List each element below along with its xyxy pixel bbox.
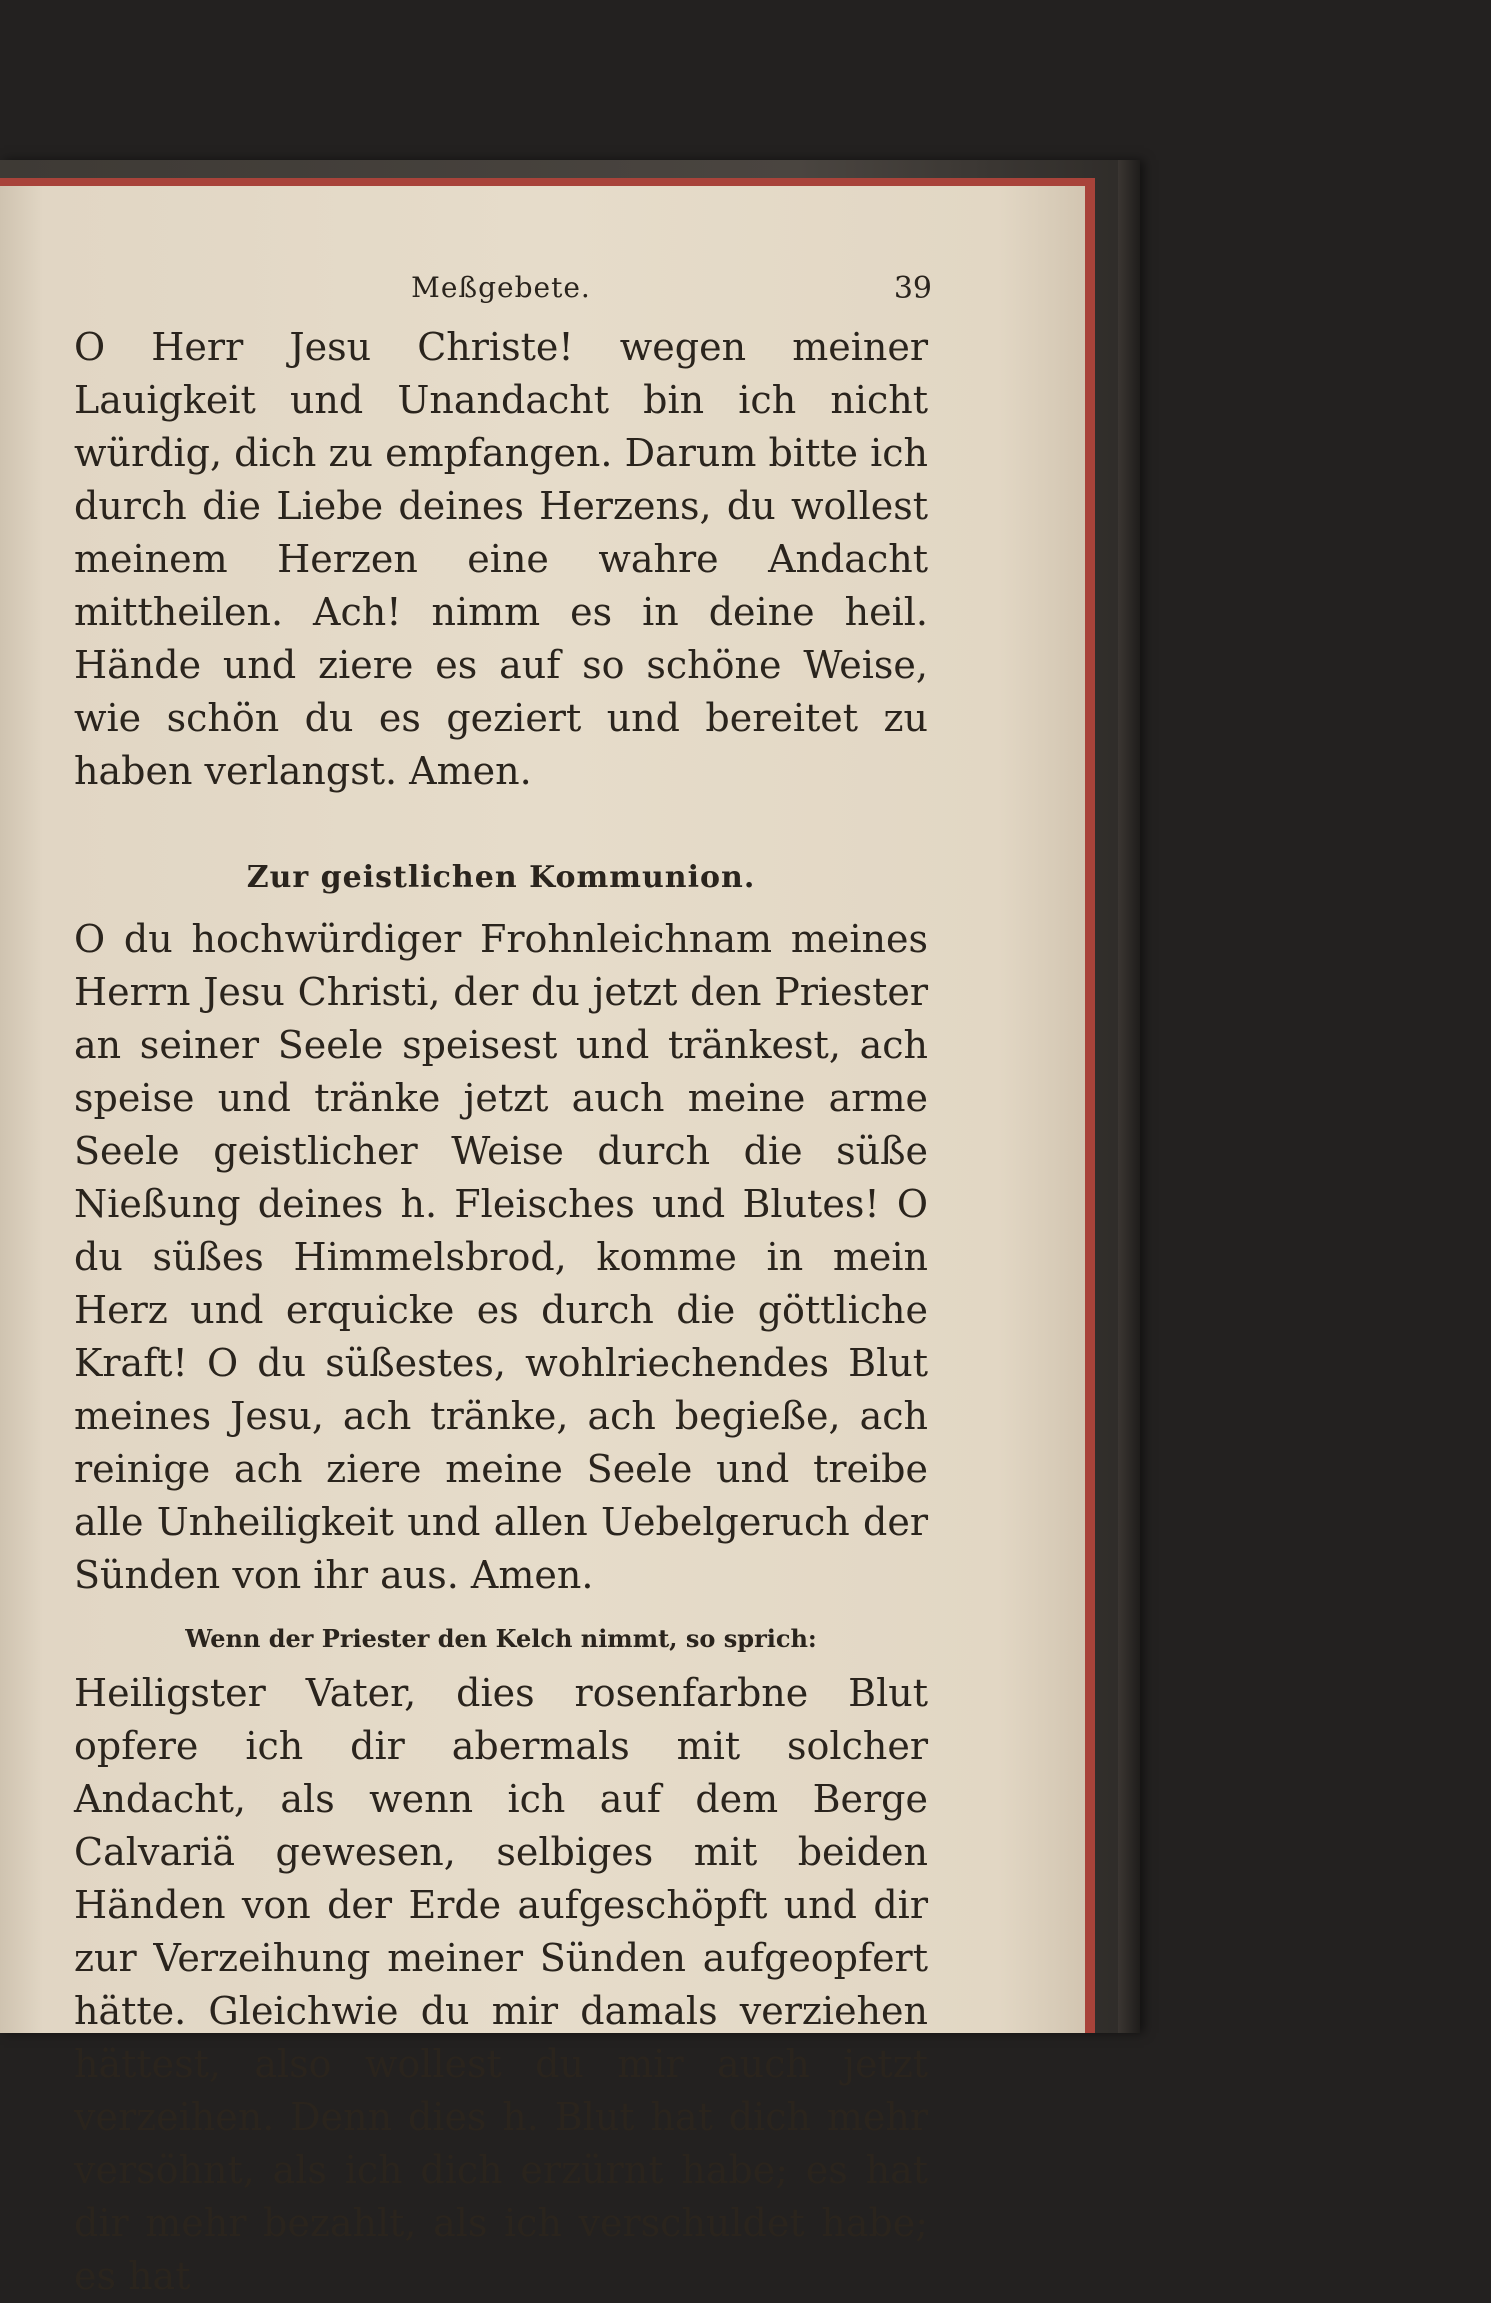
prayer-paragraph-3: Heiligster Vater, dies rosenfarbne Blut opfere ich dir abermals mit solcher Andacht, als wenn ich auf dem Berge Calvariä gewesen, selbiges mit beiden Händen von der Erde aufgeschöpft und dir zur Verzeihung meiner Sünden aufgeopfert hätte. Gleichwie du mir damals verziehen hättest, also wollest du mir auch jetzt verzeihen. Denn dies h. Blut hat dich mehr versöhnt, als ich dich erzürnt habe; es hat dir mehr bezahlt, als ich verschuldet habe; es hat [74,1671,928,2298]
prayer-paragraph-1: O Herr Jesu Christe! wegen meiner Lauigkeit und Unandacht bin ich nicht würdig, dich zu empfangen. Darum bitte ich durch die Liebe deines Herzens, du wollest meinem Herzen eine wahre Andacht mittheilen. Ach! nimm es in deine heil. Hände und ziere es auf so schöne Weise, wie schön du es geziert und bereitet zu haben verlangst. Amen. [74,325,928,793]
rubric-instruction: Wenn der Priester den Kelch nimmt, so sprich: [185,1624,817,1653]
section-heading: Zur geistlichen Kommunion. [246,860,756,895]
page-content [74,271,932,2303]
running-head [74,271,932,321]
book-page [0,186,1085,2298]
prayer-paragraph-2: O du hochwürdiger Frohnleichnam meines Herrn Jesu Christi, der du jetzt den Priester an seiner Seele speisest und tränkest, ach speise und tränke jetzt auch meine arme Seele geistlicher Weise durch die süße Nießung deines h. Fleisches und Blutes! O du süßes Himmelsbrod, komme in mein Herz und erquicke es durch die göttliche Kraft! O du süßestes, wohlriechendes Blut meines Jesu, ach tränke, ach begieße, ach reinige ach ziere meine Seele und treibe alle Unheiligkeit und allen Uebelgeruch der Sünden von ihr aus. Amen. [74,917,928,1597]
page-number: 39 [893,271,932,306]
running-title: Meßgebete. [411,271,591,304]
